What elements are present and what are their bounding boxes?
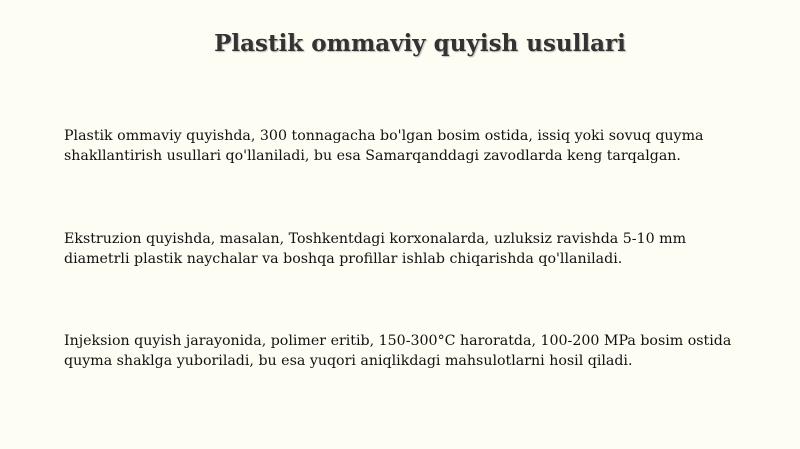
slide-title: Plastik ommaviy quyish usullari xyxy=(214,30,626,57)
paragraph-extrusion: Ekstruzion quyishda, masalan, Toshkentdagi korxonalarda, uzluksiz ravishda 5-10 mm diametrli plastik naychalar va boshqa profillar ishlab chiqarishda qo'llaniladi. xyxy=(64,231,687,267)
paragraph-compression-molding: Plastik ommaviy quyishda, 300 tonnagacha bo'lgan bosim ostida, issiq yoki sovuq quyma shakllantirish usullari qo'llaniladi, bu esa Samarqanddagi zavodlarda keng tarqalgan. xyxy=(64,128,704,164)
paragraph-injection-molding: Injeksion quyish jarayonida, polimer eritib, 150-300°C haroratda, 100-200 MPa bosim ostida quyma shaklga yuboriladi, bu esa yuqori aniqlikdagi mahsulotlarni hosil qiladi. xyxy=(64,333,732,369)
